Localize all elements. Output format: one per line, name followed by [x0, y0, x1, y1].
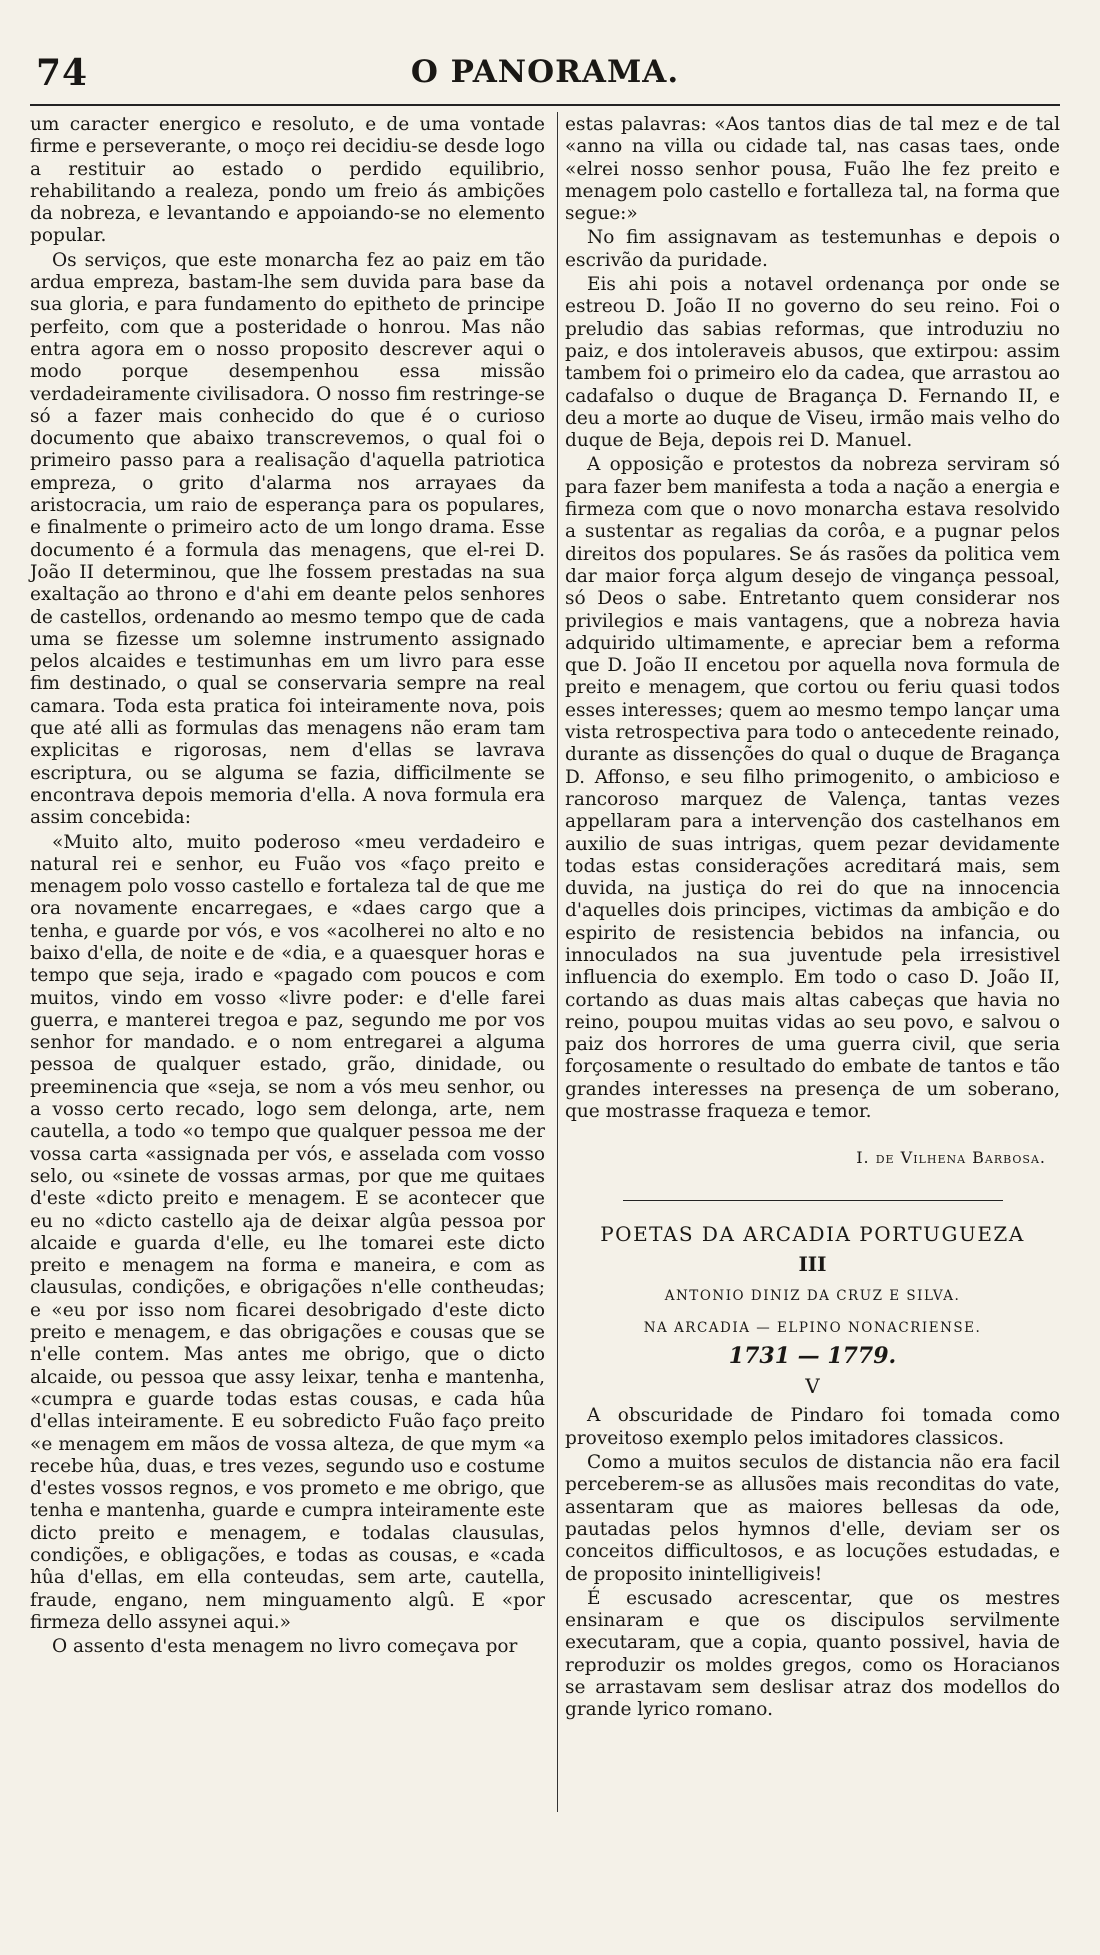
left-column [30, 114, 545, 1658]
masthead-title: O PANORAMA. [410, 54, 680, 90]
section-divider [623, 1200, 1003, 1201]
left-paragraph-2: Os serviços, que este monarcha fez ao paiz em tão ardua empreza, bastam-lhe sem duvida para base da sua gloria, e para fundamento do epitheto de principe perfeito, com que a posteridade o honrou. Mas não entra agora em o nosso proposito descrever aqui o modo porque desempenhou essa missão verdadeiramente civilisadora. O nosso fim restringe-se só a fazer mais conhecido do que é o curioso documento que abaixo transcrevemos, o qual foi o primeiro passo para a realisação d'aquella patriotica empreza, o grito d'alarma nos arrayaes da aristocracia, um raio de esperança para os populares, e finalmente o primeiro acto de um longo drama. Esse documento é a formula das menagens, que el-rei D. João II determinou, que lhe fossem prestadas na sua exaltação ao throno e d'ahi em deante pelos senhores de castellos, ordenando ao mesmo tempo que de cada uma se fizesse um solemne instrumento assignado pelos alcaides e testimunhas em um livro para esse fim destinado, o qual se conservaria sempre na real camara. Toda esta pratica foi inteiramente nova, pois que até alli as formulas das menagens não eram tam explicitas e rigorosas, nem d'ellas se lavrava escriptura, ou se alguma se fazia, difficilmente se encontrava depois memoria d'ella. A nova formula era assim concebida: [30, 249, 545, 829]
column-divider [557, 112, 558, 1812]
page-number: 74 [36, 52, 89, 94]
section-author: ANTONIO DINIZ DA CRUZ E SILVA. [664, 1288, 961, 1305]
arcadia-name: NA ARCADIA — ELPINO NONACRIENSE. [643, 1319, 982, 1336]
section-paragraph-2: Como a muitos seculos de distancia não era facil perceberem-se as allusões mais reconditas do vate, assentaram que as maiores bellesas da ode, pautadas pelos hymnos d'elle, deviam ser os conceitos difficultosos, e as locuções estudadas, e de proposito inintelligiveis! [565, 1452, 1060, 1585]
left-paragraph-4: O assento d'esta menagem no livro começava por [52, 1636, 518, 1658]
life-years: 1731 — 1779. [728, 1342, 897, 1369]
section-title: POETAS DA ARCADIA PORTUGUEZA [600, 1221, 1025, 1246]
right-paragraph-2: No fim assignavam as testemunhas e depois o escrivão da puridade. [565, 227, 1060, 271]
right-paragraph-3: Eis ahi pois a notavel ordenança por onde se estreou D. João II no governo do seu reino. Foi o preludio das sabias reformas, que introduziu no paiz, e dos intoleraveis abusos, que extirpou: assim tambem foi o primeiro elo da cadea, que arrastou ao cadafalso o duque de Bragança D. Fernando II, e deu a morte ao duque de Viseu, irmão mais velho do duque de Beja, depois rei D. Manuel. [565, 274, 1060, 452]
section-number: III [798, 1251, 827, 1276]
right-column [565, 114, 1060, 1722]
left-paragraph-1: um caracter energico e resoluto, e de uma vontade firme e perseverante, o moço rei decidiu-se desde logo a restituir ao estado o perdido equilibrio, rehabilitando a realeza, pondo um freio ás ambições da nobreza, e levantando e appoiando-se no elemento popular. [30, 114, 545, 247]
right-paragraph-4: A opposição e protestos da nobreza serviram só para fazer bem manifesta a toda a nação a energia e firmeza com que o novo monarcha estava resolvido a sustentar as regalias da corôa, e a pugnar pelos direitos dos populares. Se ás rasões da politica vem dar maior força algum desejo de vingança pessoal, só Deos o sabe. Entretanto quem considerar nos privilegios e mais vantagens, que a nobreza havia adquirido ultimamente, e apreciar bem a reforma que D. João II encetou por aquella nova formula de preito e menagem, que cortou ou feriu quasi todos esses interesses; quem ao mesmo tempo lançar uma vista retrospectiva para todo o antecedente reinado, durante as dissenções do qual o duque de Bragança D. Affonso, e seu filho primogenito, o ambicioso e rancoroso marquez de Valença, tantas vezes appellaram para a intervenção dos castelhanos em auxilio de suas intrigas, quem pezar devidamente todas estas considerações acreditará mais, sem duvida, na justiça do rei do que na innocencia d'aquelles dois principes, victimas da ambição e do espirito de resistencia bebidos na infancia, ou innoculados na sua juventude pela irresistivel influencia do exemplo. Em todo o caso D. João II, cortando as duas mais altas cabeças que havia no reino, poupou muitas vidas ao seu povo, e salvou o paiz dos horrores de uma guerra civil, que seria forçosamente o resultado do embate de tantos e tão grandes interesses na presença de um soberano, que mostrasse fraqueza e temor. [565, 454, 1060, 1123]
page-header [30, 52, 1060, 98]
right-paragraph-1: estas palavras: «Aos tantos dias de tal mez e de tal «anno na villa ou cidade tal, nas casas taes, onde «elrei nosso senhor pousa, Fuão lhe fez preito e menagem polo castello e fortalleza tal, na forma que segue:» [565, 114, 1060, 225]
menagem-formula-quote: «Muito alto, muito poderoso «meu verdadeiro e natural rei e senhor, eu Fuão vos «faço preito e menagem polo vosso castello e fortaleza tal de que me ora novamente encarregaes, e «daes cargo que a tenha, e guarde por vós, e vos «acolherei no alto e no baixo d'ella, de noite e de «dia, e a quaesquer horas e tempo que seja, irado e «pagado com poucos e com muitos, vindo em vosso «livre poder: e d'elle farei guerra, e manterei tregoa e paz, segundo me por vos senhor for mandado. e o nom entregarei a alguma pessoa de qualquer estado, grão, dinidade, ou preeminencia que «seja, se nom a vós meu senhor, ou a vosso certo recado, logo sem delonga, arte, nem cautella, a todo «o tempo que qualquer pessoa me der vossa carta «assignada per vós, e asselada com vosso selo, ou «sinete de vossas armas, por que me quitaes d'este «dicto preito e menagem. E se acontecer que eu no «dicto castello aja de deixar algûa pessoa por alcaide e guarda d'elle, eu lhe tomarei este dicto preito e menagem na forma e maneira, e com as clausulas, condições, e obrigações n'elle contheudas; e «eu por isso nom ficarei desobrigado d'este dicto preito e menagem, e das obrigações e cousas que se n'elle contem. Mas antes me obrigo, que o dicto alcaide, ou pessoa que assy leixar, tenha e mantenha, «cumpra e guarde todas estas cousas, e cada hûa d'ellas inteiramente. E eu sobredicto Fuão faço preito «e menagem em mãos de vossa alteza, de que mym «a recebe hûa, duas, e tres vezes, segundo uso e costume d'estes vossos regnos, e vos prometo e me obrigo, que tenha e mantenha, guarde e cumpra inteiramente este dicto preito e menagem, e todalas clausulas, condições, e obligações, e todas as cousas, e «cada hûa d'ellas, em ella conteudas, sem arte, cautella, fraude, engano, nem minguamento algû. E «por firmeza dello assynei aqui.» [30, 831, 545, 1633]
section-paragraph-1: A obscuridade de Pindaro foi tomada como proveitoso exemplo pelos imitadores classicos. [565, 1405, 1060, 1449]
header-rule [30, 104, 1060, 106]
part-number: V [805, 1374, 820, 1399]
section-paragraph-3: É escusado acrescentar, que os mestres ensinaram e que os discipulos servilmente executaram, que a copia, quanto possivel, havia de reproduzir os moldes gregos, como os Horacianos se arrastavam sem deslisar atraz dos modellos do grande lyrico romano. [565, 1587, 1060, 1721]
author-signature: I. de Vilhena Barbosa. [856, 1148, 1046, 1168]
